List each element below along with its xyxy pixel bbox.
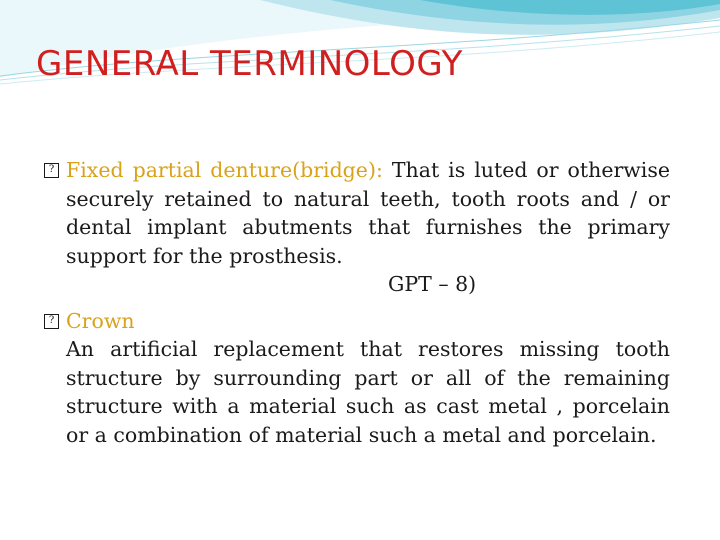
term-fixed-partial-denture: Fixed partial denture(bridge): (66, 158, 383, 182)
bullet-icon: ? (44, 314, 59, 329)
term-crown: Crown (66, 308, 135, 333)
citation-gpt: GPT – 8) (388, 272, 477, 296)
list-item-fixed-partial-denture (44, 156, 670, 270)
bullet-icon: ? (44, 163, 59, 178)
slide-body (44, 156, 670, 449)
slide-title: GENERAL TERMINOLOGY (36, 44, 463, 84)
list-item-crown (44, 307, 670, 336)
definition-fixed-partial-denture: That is luted or otherwise securely retained to natural teeth, tooth roots and / or dental implant abutments that furnishes the primary support for the prosthesis. (66, 158, 671, 268)
definition-crown: An artificial replacement that restores missing tooth structure by surrounding part or all of the remaining structure with a material such as cast metal , porcelain or a combination of material such a metal and porcelain. (66, 337, 670, 447)
